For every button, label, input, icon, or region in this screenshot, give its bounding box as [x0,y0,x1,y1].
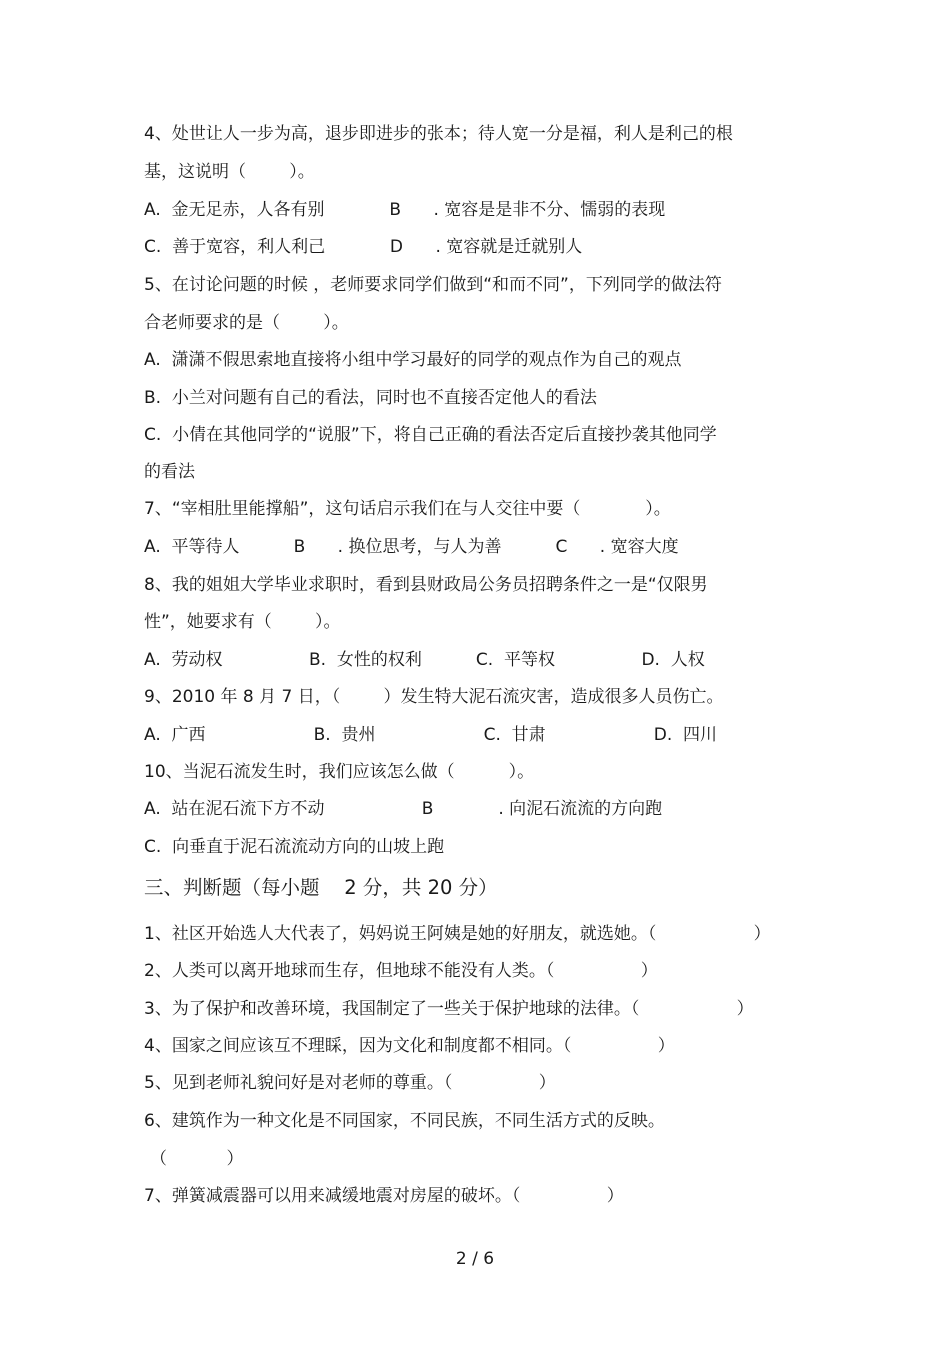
judge-item-6: 6、建筑作为一种文化是不同国家，不同民族，不同生活方式的反映。 [144,1111,665,1131]
question-4-options-ab: A. 金无足赤，人各有别 B . 宽容是是非不分、懦弱的表现 [144,200,666,220]
question-10-option-c: C. 向垂直于泥石流流动方向的山坡上跑 [144,837,445,857]
question-10-options-ab: A. 站在泥石流下方不动 B . 向泥石流流的方向跑 [144,799,663,819]
page-number: 2 / 6 [455,1249,495,1269]
judge-item-1: 1、社区开始选人大代表了，妈妈说王阿姨是她的好朋友，就选她。（ ） [144,924,771,944]
question-8-line-1: 8、我的姐姐大学毕业求职时，看到县财政局公务员招聘条件之一是“仅限男 [144,575,708,595]
question-9-options: A. 广西 B. 贵州 C. 甘肃 D. 四川 [144,725,718,745]
question-8-options: A. 劳动权 B. 女性的权利 C. 平等权 D. 人权 [144,650,705,670]
question-4-line-2: 基，这说明（ ）。 [144,162,315,182]
question-7-options: A. 平等待人 B . 换位思考，与人为善 C . 宽容大度 [144,537,679,557]
section-heading-judgment: 三、判断题（每小题 2 分，共 20 分） [144,876,498,899]
question-10-line: 10、当泥石流发生时，我们应该怎么做（ ）。 [144,762,535,782]
question-9-line: 9、2010 年 8 月 7 日，（ ）发生特大泥石流灾害，造成很多人员伤亡。 [144,687,724,707]
judge-item-2: 2、人类可以离开地球而生存，但地球不能没有人类。（ ） [144,961,658,981]
question-8-line-2: 性”，她要求有（ ）。 [144,612,341,632]
judge-item-6-answer: （ ） [150,1149,244,1169]
question-5-option-a: A. 潇潇不假思索地直接将小组中学习最好的同学的观点作为自己的观点 [144,350,682,370]
question-5-option-b: B. 小兰对问题有自己的看法，同时也不直接否定他人的看法 [144,388,597,408]
judge-item-4: 4、国家之间应该互不理睬，因为文化和制度都不相同。（ ） [144,1036,675,1056]
question-7-line: 7、“宰相肚里能撑船”，这句话启示我们在与人交往中要（ ）。 [144,499,671,519]
judge-item-7: 7、弹簧减震器可以用来减缓地震对房屋的破坏。（ ） [144,1186,624,1206]
question-5-line-2: 合老师要求的是（ ）。 [144,313,349,333]
question-5-option-c: C. 小倩在其他同学的“说服”下，将自己正确的看法否定后直接抄袭其他同学 [144,425,717,445]
question-5-line-1: 5、在讨论问题的时候 ，老师要求同学们做到“和而不同”，下列同学的做法符 [144,275,722,295]
judge-item-5: 5、见到老师礼貌问好是对老师的尊重。（ ） [144,1073,556,1093]
question-5-option-c-cont: 的看法 [144,462,195,482]
question-4-options-cd: C. 善于宽容，利人利己 D . 宽容就是迁就别人 [144,237,583,257]
judge-item-3: 3、为了保护和改善环境，我国制定了一些关于保护地球的法律。（ ） [144,999,754,1019]
question-4-line-1: 4、处世让人一步为高，退步即进步的张本；待人宽一分是福，利人是利己的根 [144,124,733,144]
